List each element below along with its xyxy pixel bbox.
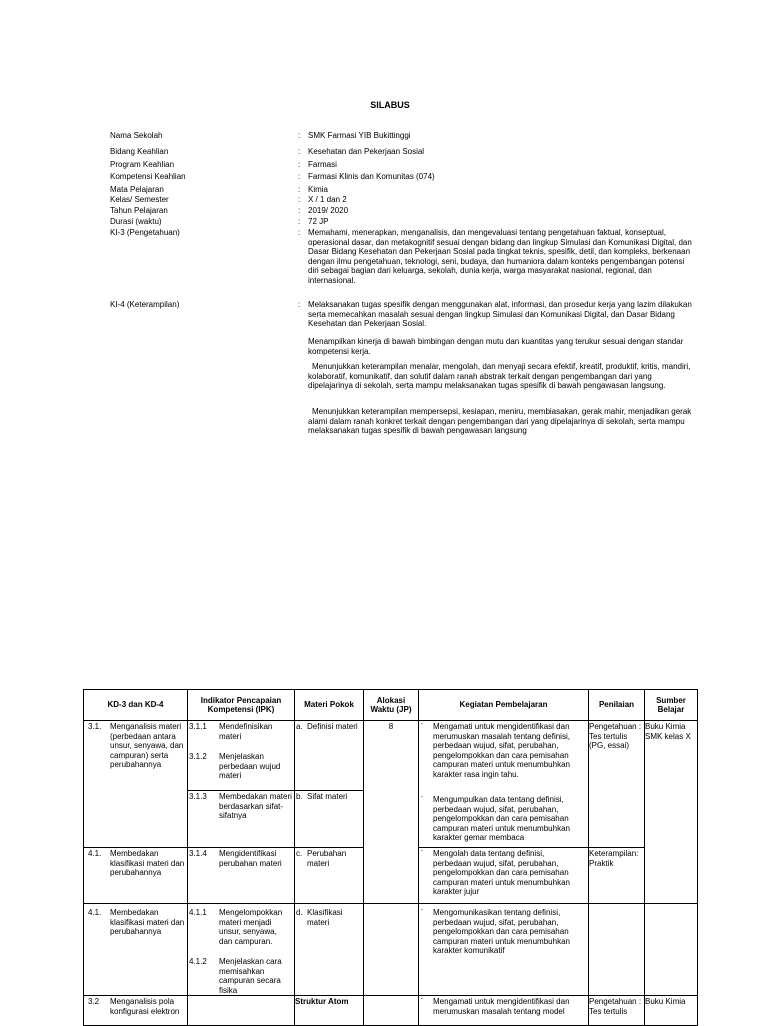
bullet: - (421, 848, 423, 854)
header-kd: KD-3 dan KD-4 (84, 690, 188, 721)
ipk-text: Membedakan materi berdasarkan sifat-sifatnya (219, 792, 292, 820)
materi-cell (295, 791, 364, 848)
sumber-text: Buku Kimia SMK kelas X (645, 722, 691, 741)
materi-cell (295, 721, 364, 791)
colon: : (298, 300, 301, 309)
header-alokasi-waktu: Alokasi Waktu (JP) (364, 690, 419, 721)
kd-number: 4.1. (88, 908, 102, 917)
colon: : (298, 147, 301, 156)
ki4-paragraph-3: Menunjukkan keterampilan mempersepsi, kesiapan, meniru, membiasakan, gerak mahir, menjadikan gerak alami dalam ranah konkret terkait dengan pengembangan dari yang dipelajarinya di sekolah, serta mampu melaksanakan tugas spesifik di bawah pengawasan langsung (308, 407, 692, 435)
header-materi-pokok: Materi Pokok (295, 690, 364, 721)
materi-text: Perubahan materi (307, 849, 347, 868)
kegiatan-cell (419, 904, 589, 996)
ipk-cell (188, 904, 295, 996)
materi-text: Struktur Atom (295, 997, 349, 1006)
bullet: - (421, 996, 423, 1002)
table-header-row (84, 690, 698, 721)
value-mata-pelajaran: Kimia (308, 185, 329, 194)
header-sumber-belajar: Sumber Belajar (645, 690, 698, 721)
kd-text: Menganalisis pola konfigurasi elektron (110, 997, 180, 1016)
ki4-paragraph-2: Menunjukkan keterampilan menalar, mengolah, dan menyaji secara efektif, kreatif, produktif, kritis, mandiri, kolaboratif, komunikatif, dan solutif dalam ranah abstrak terkait dengan pengembangan dari yang dipelajarinya di sekolah, serta mampu melaksanakan tugas spesifik di bawah pengawasan langsung. (308, 362, 691, 390)
kd-number: 3.2 (88, 997, 100, 1006)
ipk-cell (188, 996, 295, 1026)
kd-number: 4.1. (88, 849, 102, 858)
penilaian-text: Pengetahuan : Tes tertulis (589, 997, 642, 1016)
label-kompetensi-keahlian: Kompetensi Keahlian (110, 172, 186, 181)
value-program-keahlian: Farmasi (308, 160, 337, 169)
bullet: - (421, 907, 423, 913)
ipk-number: 4.1.1 (189, 908, 207, 917)
kegiatan-text: Mengomunikasikan tentang definisi, perbedaan wujud, sifat, perubahan, pengelompokkan dan cara pemisahan campuran materi untuk menumbuhkan karakter komunikatif (433, 908, 570, 955)
kd-cell (84, 721, 188, 848)
materi-cell (295, 904, 364, 996)
label-mata-pelajaran: Mata Pelajaran (110, 185, 164, 194)
value-ki4: Melaksanakan tugas spesifik dengan menggunakan alat, informasi, dan prosedur kerja yang lazim dilakukan serta memecahkan masalah sesuai dengan lingkup Simulasi dan Komunikasi Digital, dan Dasar Bidang Kesehatan dan Pekerjaan Sosial. (308, 300, 692, 328)
alokasi-cell (364, 904, 419, 996)
kegiatan-cell (419, 721, 589, 848)
kd-text: Menganalisis materi (perbedaan antara unsur, senyawa, dan campuran) serta perubahannya (110, 722, 184, 769)
kegiatan-text: Mengamati untuk mengidentifikasi dan merumuskan masalah tentang model (433, 997, 570, 1016)
kd-text: Membedakan klasifikasi materi dan perubahannya (110, 908, 185, 936)
header-penilaian: Penilaian (589, 690, 645, 721)
materi-text: Definisi materi (307, 722, 358, 731)
kegiatan-text: Mengumpulkan data tentang definisi, perbedaan wujud, sifat, perubahan, pengelompokkan dan cara pemisahan campuran materi untuk menumbuhkan karakter gemar membaca (433, 795, 570, 842)
value-kelas-semester: X / 1 dan 2 (308, 195, 347, 204)
colon: : (298, 228, 301, 237)
ipk-number: 3.1.4 (189, 849, 207, 858)
kd-cell (84, 848, 188, 904)
colon: : (298, 217, 301, 226)
table-row (84, 721, 698, 791)
ipk-cell (188, 721, 295, 791)
alokasi-cell (364, 721, 419, 904)
kegiatan-text: Mengamati untuk mengidentifikasi dan merumuskan masalah tentang definisi, perbedaan wujud, sifat, perubahan, pengelompokkan dan cara pemisahan campuran materi untuk menumbuhkan karakter rasa ingin tahu. (433, 722, 570, 779)
bullet: - (421, 794, 423, 800)
materi-number: a. (296, 722, 303, 731)
colon: : (298, 160, 301, 169)
kd-number: 3.1. (88, 722, 102, 731)
kegiatan-cell (419, 996, 589, 1026)
ipk-text: Menjelaskan cara memisahkan campuran secara fisika (219, 957, 282, 995)
penilaian-cell (589, 904, 645, 996)
ipk-text: Menjelaskan perbedaan wujud materi (219, 752, 281, 780)
colon: : (298, 131, 301, 140)
kegiatan-cell (419, 848, 589, 904)
value-nama-sekolah: SMK Farmasi YIB Bukittinggi (308, 131, 411, 140)
label-ki3: KI-3 (Pengetahuan) (110, 228, 180, 237)
ipk-number: 3.1.2 (189, 752, 207, 761)
materi-text: Klasifikasi materi (307, 908, 343, 927)
label-ki4: KI-4 (Keterampilan) (110, 300, 180, 309)
kegiatan-text: Mengolah data tentang definisi, perbedaan wujud, sifat, perubahan, pengelompokkan dan cara pemisahan campuran materi untuk menumbuhkan karakter jujur (433, 849, 570, 896)
penilaian-text: Keterampilan: Praktik (589, 849, 639, 868)
label-bidang-keahlian: Bidang Keahlian (110, 147, 169, 156)
header-kegiatan: Kegiatan Pembelajaran (419, 690, 589, 721)
value-bidang-keahlian: Kesehatan dan Pekerjaan Sosial (308, 147, 425, 156)
ipk-number: 3.1.1 (189, 722, 207, 731)
ipk-text: Mengelompokkan materi menjadi unsur, senyawa, dan campuran. (219, 908, 283, 946)
colon: : (298, 206, 301, 215)
document-title: SILABUS (370, 100, 410, 110)
colon: : (298, 185, 301, 194)
ipk-text: Mendefinisikan materi (219, 722, 273, 741)
materi-cell (295, 996, 364, 1026)
colon: : (298, 195, 301, 204)
sumber-cell (645, 904, 698, 996)
sumber-cell (645, 996, 698, 1026)
materi-cell (295, 848, 364, 904)
penilaian-cell (589, 848, 645, 904)
materi-number: d. (296, 908, 303, 917)
silabus-table (83, 689, 698, 1026)
label-tahun-pelajaran: Tahun Pelajaran (110, 206, 168, 215)
value-kompetensi-keahlian: Farmasi Klinis dan Komunitas (074) (308, 172, 435, 181)
materi-text: Sifat materi (307, 792, 348, 801)
table-row (84, 904, 698, 996)
ipk-cell (188, 791, 295, 848)
kd-cell (84, 904, 188, 996)
penilaian-cell (589, 996, 645, 1026)
value-durasi: 72 JP (308, 217, 329, 226)
bullet: - (421, 721, 423, 727)
label-durasi: Durasi (waktu) (110, 217, 162, 226)
ipk-number: 3.1.3 (189, 792, 207, 801)
value-ki3: Memahami, menerapkan, menganalisis, dan mengevaluasi tentang pengetahuan faktual, konseptual, operasional dasar, dan metakognitif sesuai dengan bidang dan lingkup Simulasi dan Komunikasi Digital, dan Dasar Bidang Kesehatan dan Pekerjaan Sosial pada tingkat teknis, spesifik, detil, dan kompleks, berkenaan dengan ilmu pengetahuan, teknologi, seni, budaya, dan humaniora dalam konteks pengembangan potensi diri sebagai bagian dari keluarga, sekolah, dunia kerja, warga masyarakat nasional, regional, dan internasional. (308, 228, 692, 285)
ipk-text: Mengidentifikasi perubahan materi (219, 849, 282, 868)
ipk-number: 4.1.2 (189, 957, 207, 966)
label-nama-sekolah: Nama Sekolah (110, 131, 163, 140)
alokasi-cell (364, 996, 419, 1026)
kd-cell (84, 996, 188, 1026)
label-kelas-semester: Kelas/ Semester (110, 195, 169, 204)
table-row (84, 996, 698, 1026)
value-tahun-pelajaran: 2019/ 2020 (308, 206, 349, 215)
penilaian-text: Pengetahuan : Tes tertulis (PG, essai) (589, 722, 642, 750)
ipk-cell (188, 848, 295, 904)
sumber-cell (645, 721, 698, 904)
alokasi-value: 8 (388, 722, 394, 731)
header-ipk: Indikator Pencapaian Kompetensi (IPK) (188, 690, 295, 721)
penilaian-cell (589, 721, 645, 848)
colon: : (298, 172, 301, 181)
label-program-keahlian: Program Keahlian (110, 160, 175, 169)
materi-number: c. (296, 849, 303, 858)
materi-number: b. (296, 792, 303, 801)
kd-text: Membedakan klasifikasi materi dan perubahannya (110, 849, 185, 877)
ki4-paragraph-1: Menampilkan kinerja di bawah bimbingan dengan mutu dan kuantitas yang terukur sesuai dengan standar kompetensi kerja. (308, 337, 684, 356)
sumber-text: Buku Kimia (645, 997, 686, 1006)
